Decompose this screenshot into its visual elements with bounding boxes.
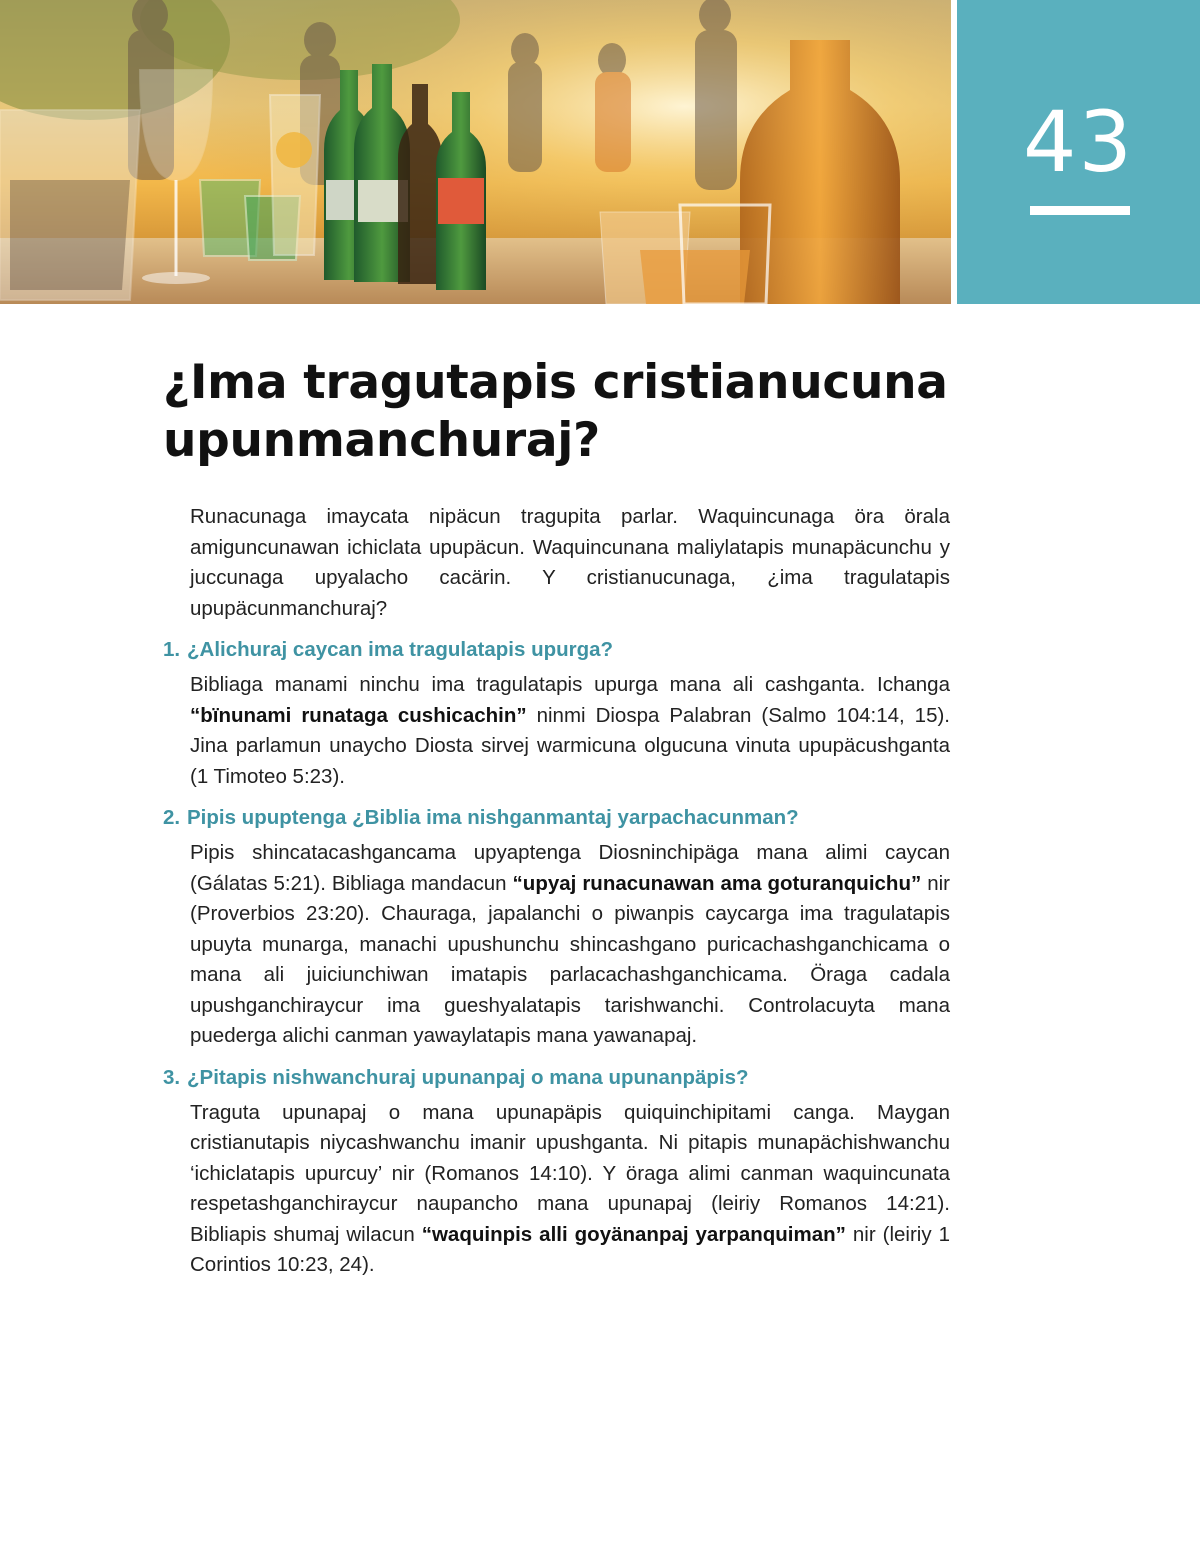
scripture-quote: “bïnunami runataga cushicachin” — [190, 703, 527, 727]
question-number: 2. — [163, 806, 181, 829]
lesson-content — [163, 502, 950, 1281]
answer-paragraph — [190, 670, 950, 792]
answer-paragraph — [190, 838, 950, 1052]
intro-paragraph: Runacunaga imaycata nipäcun tragupita parlar. Waquincunaga öra örala amiguncunawan ichiclata upupäcun. Waquincunana maliylatapis munapäcunchu y juccunaga upyalacho cacärin. Y cristianucunaga, ¿ima tragulatapis upupäcunmanchuraj? — [190, 505, 950, 620]
page-title: ¿Ima tragutapis cristianucuna upunmanchuraj? — [163, 355, 948, 468]
lesson-number: 43 — [1023, 93, 1134, 191]
answer-text: nir (Proverbios 23:20). Chauraga, japalanchi o piwanpis caycarga ima tragulatapis upuyta munarga, manachi upushunchu shincashgano puricachashganchicama o mana ali juiciunchiwan imatapis parlacachashganchicama. Öraga cadala upushganchiraycur ima gueshyalatapis tarishwanchi. Controlacuyta mana puederga alichi canman yawaylatapis mana yawanapaj. — [190, 871, 950, 1047]
scripture-quote: “upyaj runacunawan ama goturanquichu” — [512, 871, 922, 895]
scripture-quote: “waquinpis alli goyänanpaj yarpanquiman” — [421, 1222, 846, 1246]
answer-text: nir (leiriy 1 Corintios 10:23, 24). — [190, 1222, 950, 1276]
question-text: Pipis upuptenga ¿Biblia ima nishganmantaj yarpachacunman? — [187, 806, 799, 829]
lesson-number-underline — [1030, 206, 1130, 215]
answer-text: ninmi Diospa Palabran (Salmo 104:14, 15). Jina parlamun unaycho Diosta sirvej warmicuna olgucuna vinuta upupäcushganta (1 Timoteo 5:23). — [190, 703, 950, 788]
section-3 — [163, 1064, 950, 1281]
lesson-number-box — [957, 0, 1200, 304]
question-text: ¿Alichuraj caycan ima tragulatapis upurga? — [187, 638, 614, 661]
question-number: 3. — [163, 1065, 181, 1089]
section-2 — [163, 804, 950, 1052]
section-1 — [163, 636, 950, 792]
party-drinks-illustration — [0, 0, 951, 304]
answer-text: Pipis shincatacashgancama upyaptenga Diosninchipäga mana alimi caycan (Gálatas 5:21). Bibliaga mandacun — [190, 841, 950, 895]
question-heading — [163, 1064, 950, 1092]
question-heading — [163, 636, 950, 664]
hero-photo — [0, 0, 951, 304]
question-text: ¿Pitapis nishwanchuraj upunanpaj o mana upunanpäpis? — [187, 1065, 749, 1089]
question-number: 1. — [163, 638, 181, 661]
answer-paragraph — [190, 1098, 950, 1281]
answer-text: Traguta upunapaj o mana upunapäpis quiquinchipitami canga. Maygan cristianutapis niycashwanchu imanir upushganta. Ni pitapis munapächishwanchu ‘ichiclatapis upurcuy’ nir (Romanos 14:10). Y öraga alimi canman waquincunata respetashganchiraycur naupancho mana upunapaj (leiriy Romanos 14:21). Bibliapis shumaj wilacun — [190, 1100, 950, 1246]
answer-text: Bibliaga manami ninchu ima tragulatapis upurga mana ali cashganta. Ichanga — [190, 673, 950, 696]
question-heading — [163, 804, 950, 832]
